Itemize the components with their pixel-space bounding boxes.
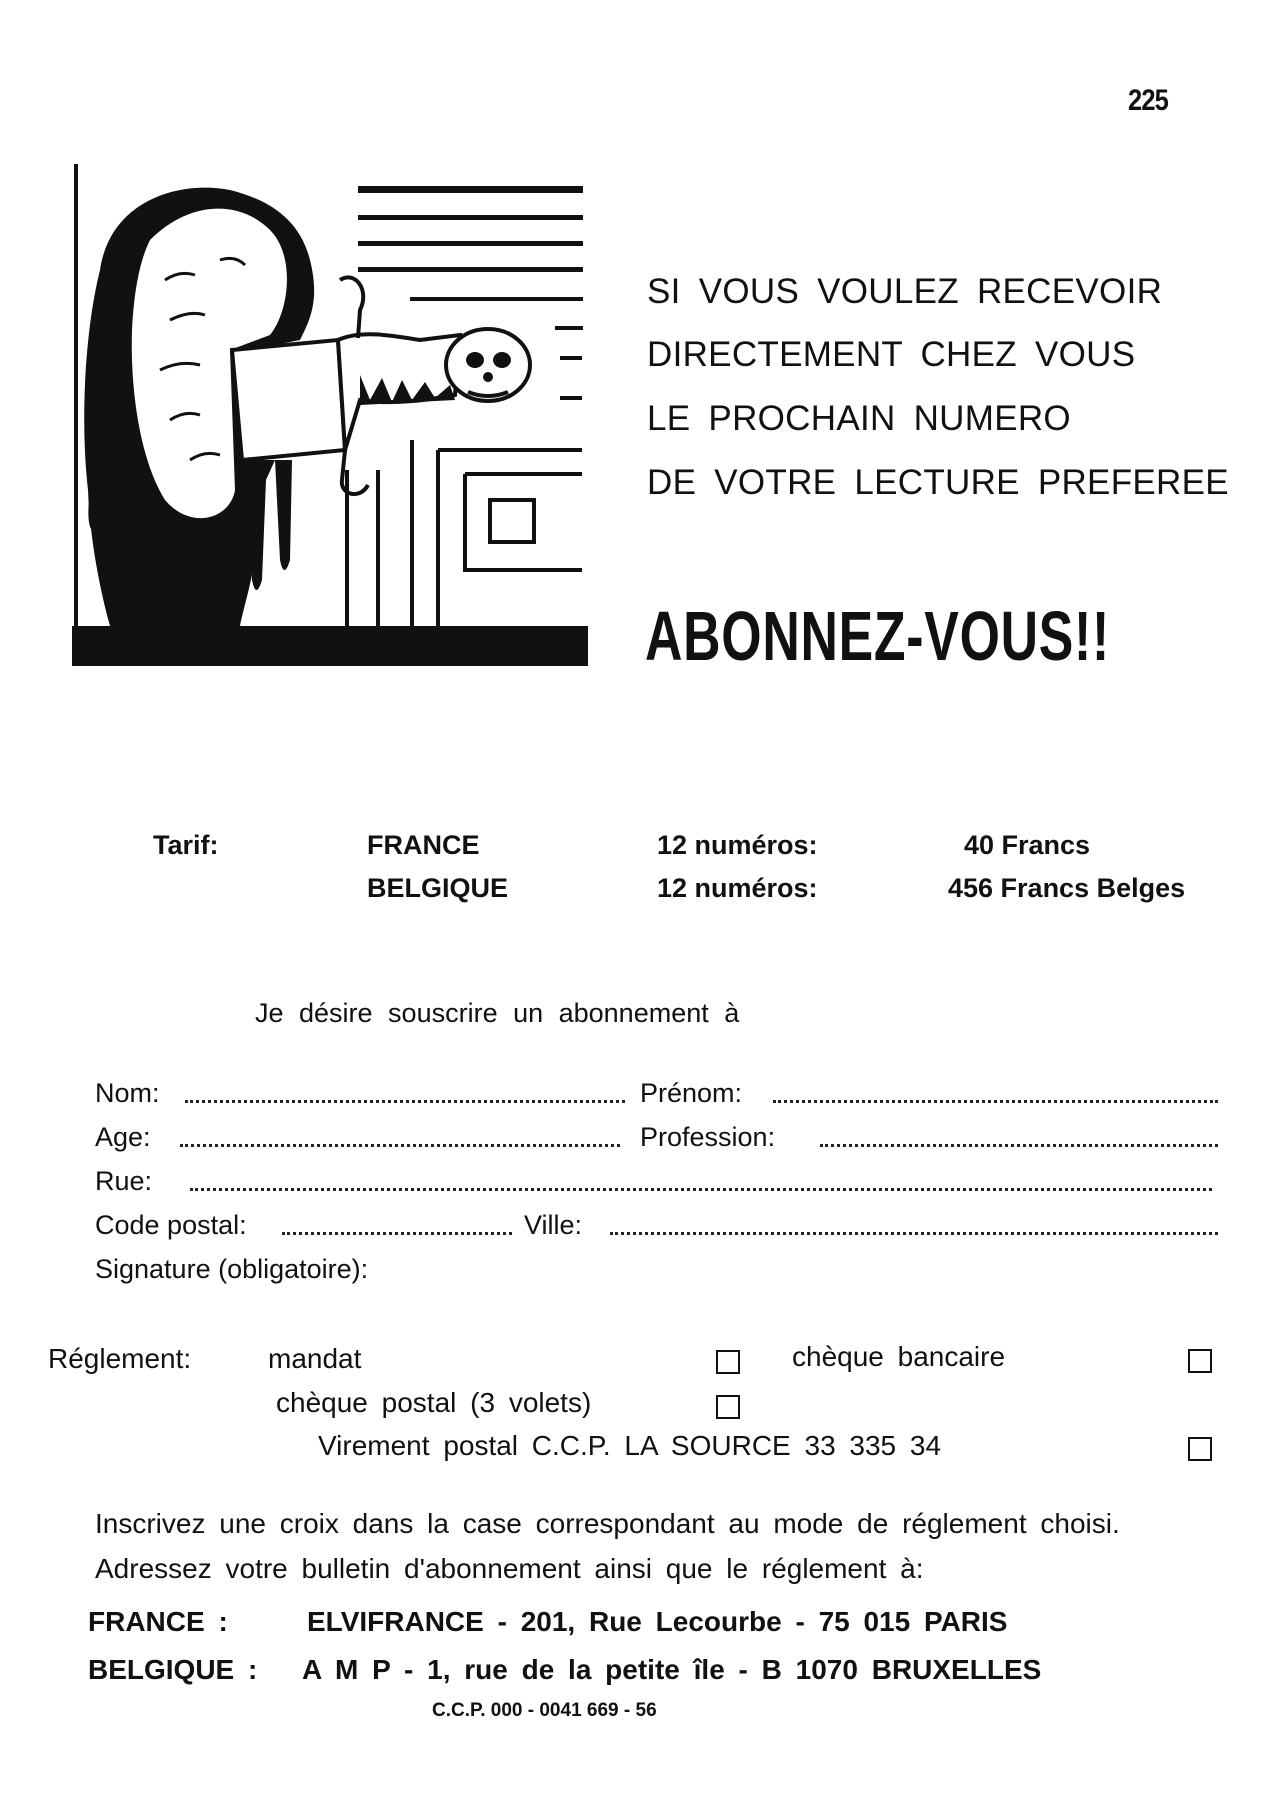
virement-checkbox[interactable] <box>1188 1437 1212 1461</box>
skull-arm-illustration <box>70 160 590 672</box>
cheque-postal-checkbox[interactable] <box>716 1395 740 1419</box>
cheque-bancaire-checkbox[interactable] <box>1188 1349 1212 1373</box>
promo-line-2: DIRECTEMENT CHEZ VOUS <box>647 335 1136 374</box>
address-country-france: FRANCE : <box>88 1606 228 1637</box>
profession-field[interactable] <box>820 1144 1218 1147</box>
option-cheque-bancaire-label: chèque bancaire <box>792 1341 1006 1372</box>
profession-label: Profession: <box>640 1122 776 1152</box>
ville-label: Ville: <box>524 1210 583 1240</box>
instruction-line-2: Adressez votre bulletin d'abonnement ainsi que le réglement à: <box>95 1553 924 1584</box>
address-country-belgique: BELGIQUE : <box>88 1654 258 1685</box>
form-intro: Je désire souscrire un abonnement à <box>255 998 740 1028</box>
address-france: ELVIFRANCE - 201, Rue Lecourbe - 75 015 PARIS <box>307 1606 1008 1637</box>
code-postal-field[interactable] <box>282 1232 512 1235</box>
promo-line-3: LE PROCHAIN NUMERO <box>647 399 1071 438</box>
prenom-field[interactable] <box>773 1100 1218 1103</box>
tarif-label: Tarif: <box>153 830 219 860</box>
rue-field[interactable] <box>190 1188 1212 1191</box>
nom-label: Nom: <box>95 1078 160 1108</box>
tarif-country: BELGIQUE <box>367 873 509 903</box>
ville-field[interactable] <box>610 1232 1218 1235</box>
prenom-label: Prénom: <box>640 1078 743 1108</box>
tarif-issues: 12 numéros: <box>657 873 818 903</box>
mandat-checkbox[interactable] <box>716 1350 740 1374</box>
reglement-label: Réglement: <box>48 1343 192 1374</box>
code-postal-label: Code postal: <box>95 1210 247 1240</box>
age-field[interactable] <box>180 1144 620 1147</box>
tarif-price: 40 Francs <box>964 830 1091 860</box>
tarif-issues: 12 numéros: <box>657 830 818 860</box>
promo-line-1: SI VOUS VOULEZ RECEVOIR <box>647 272 1163 311</box>
rue-label: Rue: <box>95 1166 153 1196</box>
option-cheque-postal-label: chèque postal (3 volets) <box>276 1387 592 1418</box>
tarif-country: FRANCE <box>367 830 480 860</box>
option-virement-label: Virement postal C.C.P. LA SOURCE 33 335 34 <box>318 1430 942 1461</box>
page-number: 225 <box>1128 84 1169 117</box>
age-label: Age: <box>95 1122 151 1152</box>
tarif-price: 456 Francs Belges <box>948 873 1186 903</box>
subscribe-headline: ABONNEZ-VOUS!! <box>645 597 1111 675</box>
promo-line-4: DE VOTRE LECTURE PREFEREE <box>647 463 1229 502</box>
instruction-line-1: Inscrivez une croix dans la case correspondant au mode de réglement choisi. <box>95 1508 1120 1539</box>
address-belgique: A M P - 1, rue de la petite île - B 1070 BRUXELLES <box>302 1654 1042 1685</box>
option-mandat-label: mandat <box>268 1343 362 1374</box>
signature-label: Signature (obligatoire): <box>95 1254 369 1284</box>
nom-field[interactable] <box>185 1100 625 1103</box>
ccp-number: C.C.P. 000 - 0041 669 - 56 <box>432 1700 657 1721</box>
